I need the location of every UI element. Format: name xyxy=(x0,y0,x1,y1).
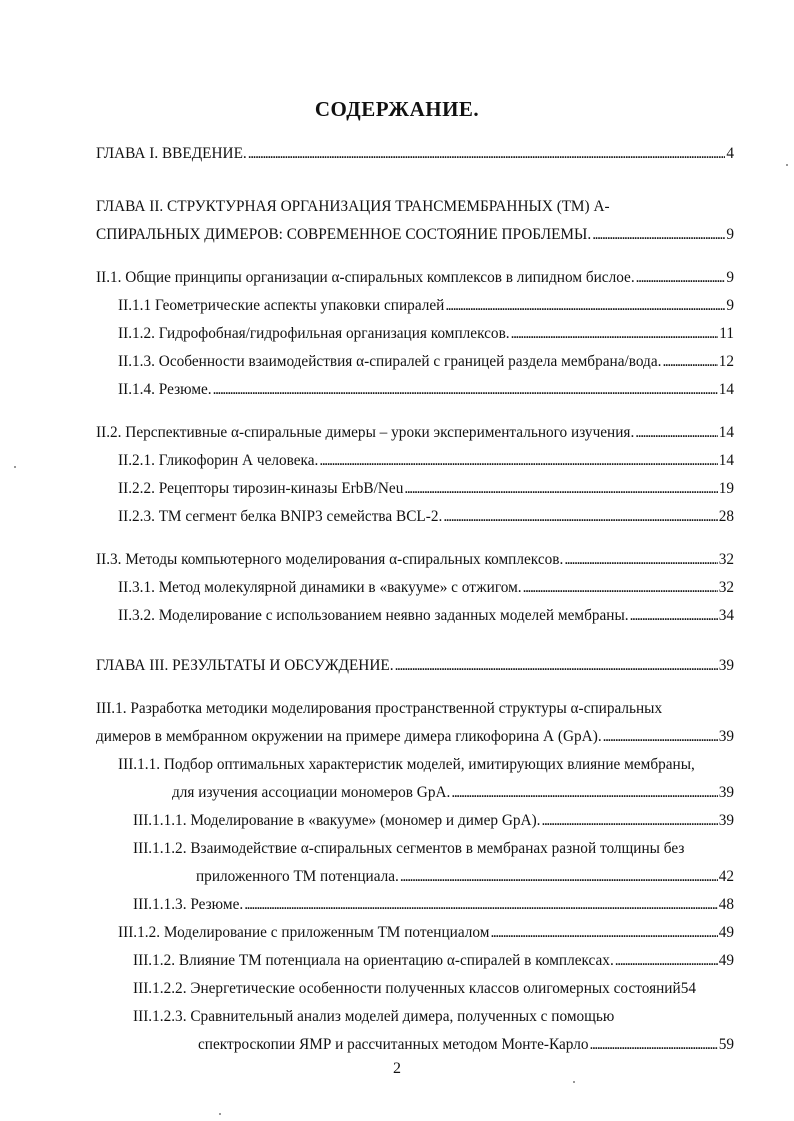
toc-page-number: 39 xyxy=(718,657,734,674)
page-title: СОДЕРЖАНИЕ. xyxy=(314,97,480,121)
toc-entry-line: III.1.1. Подбор оптимальных характеристик моделей, имитирующих влияние мембраны, xyxy=(118,756,695,773)
leader-dots xyxy=(523,578,718,598)
toc-entry-text: III.1.2. Влияние ТМ потенциала на ориентацию α-спиралей в комплексах. xyxy=(133,952,614,969)
toc-entry-text: II.3.1. Метод молекулярной динамики в «вакууме» с отжигом. xyxy=(118,579,522,596)
toc-entry xyxy=(96,727,734,747)
toc-page-number: 9 xyxy=(726,297,734,314)
toc-entry xyxy=(96,550,734,570)
leader-dots xyxy=(592,225,725,245)
toc-entry xyxy=(118,352,734,372)
scan-speck xyxy=(14,466,16,468)
leader-dots xyxy=(590,1035,718,1055)
leader-dots xyxy=(443,507,717,527)
toc-entry xyxy=(133,895,734,915)
toc-entry-text: II.3.2. Моделирование с использованием неявно заданных моделей мембраны. xyxy=(118,607,629,624)
toc-entry xyxy=(118,606,734,626)
toc-page-number: 39 xyxy=(718,812,734,829)
leader-dots xyxy=(636,268,726,288)
toc-entry-text: II.1.4. Резюме. xyxy=(118,381,212,398)
toc-entry-text: II.1. Общие принципы организации α-спиральных комплексов в липидном бислое. xyxy=(96,269,635,286)
toc-page-number: 59 xyxy=(718,1036,734,1053)
toc-entry-text: спектроскопии ЯМР и рассчитанных методом Монте-Карло xyxy=(198,1036,589,1053)
toc-page-number: 34 xyxy=(718,607,734,624)
toc-entry-text: II.2.2. Рецепторы тирозин-киназы ErbB/Neu xyxy=(118,480,404,497)
toc-entry xyxy=(133,951,734,971)
leader-dots xyxy=(404,479,717,499)
toc-entry-text: III.1.1.1. Моделирование в «вакууме» (мономер и димер GpA). xyxy=(133,812,541,829)
toc-entry-text: II.1.2. Гидрофобная/гидрофильная организация комплексов. xyxy=(118,325,510,342)
toc-page-number: 49 xyxy=(718,924,734,941)
toc-entry-line: III.1.1.2. Взаимодействие α-спиральных сегментов в мембранах разной толщины без xyxy=(133,840,685,857)
leader-dots xyxy=(662,352,717,372)
toc-entry xyxy=(118,578,734,598)
toc-page-number: 9 xyxy=(726,226,734,243)
toc-entry xyxy=(118,296,734,316)
scan-speck xyxy=(573,1081,575,1083)
toc-entry-text: II.2.3. ТМ сегмент белка BNIP3 семейства BCL-2. xyxy=(118,508,443,525)
toc-entry xyxy=(118,479,734,499)
toc-entry-text: III.1.2. Моделирование с приложенным ТМ потенциалом xyxy=(118,924,490,941)
toc-page-number: 19 xyxy=(718,480,734,497)
page-number: 2 xyxy=(393,1060,401,1077)
toc-entry-text: II.3. Методы компьютерного моделирования α-спиральных комплексов. xyxy=(96,551,564,568)
toc-entry-text: III.1.1.3. Резюме. xyxy=(133,896,244,913)
toc-entry xyxy=(118,324,734,344)
toc-entry xyxy=(96,268,734,288)
toc-entry-text: III.1.2.2. Энергетические особенности полученных классов олигомерных состояний xyxy=(133,980,681,997)
leader-dots xyxy=(213,380,718,400)
toc-entry xyxy=(133,979,734,999)
leader-dots xyxy=(395,656,718,676)
toc-entry xyxy=(96,423,734,443)
toc-page-number: 32 xyxy=(718,551,734,568)
scan-speck xyxy=(219,1113,221,1115)
leader-dots xyxy=(630,606,718,626)
toc-page-number: 32 xyxy=(718,579,734,596)
toc-page-number: 11 xyxy=(719,325,734,342)
toc-page-number: 48 xyxy=(718,896,734,913)
toc-entry-text: II.2.1. Гликофорин А человека. xyxy=(118,452,319,469)
toc-entry xyxy=(96,144,734,164)
leader-dots xyxy=(511,324,719,344)
toc-page-number: 42 xyxy=(718,868,734,885)
toc-page-number: 14 xyxy=(718,424,734,441)
toc-entry-line: III.1. Разработка методики моделирования пространственной структуры α-спиральных xyxy=(96,700,663,717)
leader-dots xyxy=(490,923,717,943)
toc-page-number: 14 xyxy=(718,452,734,469)
toc-page-number: 49 xyxy=(718,952,734,969)
toc-page-number: 4 xyxy=(726,145,734,162)
toc-entry-text: II.1.3. Особенности взаимодействия α-спиралей с границей раздела мембрана/вода. xyxy=(118,353,662,370)
toc-entry-text: ГЛАВА I. ВВЕДЕНИЕ. xyxy=(96,145,247,162)
leader-dots xyxy=(615,951,718,971)
toc-entry xyxy=(118,923,734,943)
toc-entry-text: приложенного ТМ потенциала. xyxy=(196,868,399,885)
toc-entry xyxy=(96,225,734,245)
leader-dots xyxy=(451,783,717,803)
toc-entry-text: ГЛАВА III. РЕЗУЛЬТАТЫ И ОБСУЖДЕНИЕ. xyxy=(96,657,394,674)
leader-dots xyxy=(244,895,718,915)
toc-page-number: 54 xyxy=(680,980,696,997)
toc-entry xyxy=(118,380,734,400)
toc-page-number: 14 xyxy=(718,381,734,398)
toc-entry-line: ГЛАВА II. СТРУКТУРНАЯ ОРГАНИЗАЦИЯ ТРАНСМЕМБРАННЫХ (ТМ) А- xyxy=(96,198,610,215)
leader-dots xyxy=(564,550,717,570)
toc-entry-text: СПИРАЛЬНЫХ ДИМЕРОВ: СОВРЕМЕННОЕ СОСТОЯНИЕ ПРОБЛЕМЫ. xyxy=(96,226,592,243)
toc-page-number: 39 xyxy=(718,784,734,801)
toc-page-number: 39 xyxy=(718,728,734,745)
toc-page-number: 9 xyxy=(726,269,734,286)
toc-entry xyxy=(118,451,734,471)
toc-entry xyxy=(133,811,734,831)
leader-dots xyxy=(635,423,717,443)
leader-dots xyxy=(445,296,725,316)
leader-dots xyxy=(248,144,726,164)
toc-entry-text: для изучения ассоциации мономеров GpA. xyxy=(172,784,451,801)
leader-dots xyxy=(603,727,718,747)
toc-entry xyxy=(172,783,734,803)
toc-entry xyxy=(196,867,734,887)
leader-dots xyxy=(542,811,718,831)
toc-entry xyxy=(198,1035,734,1055)
toc-entry-text: II.1.1 Геометрические аспекты упаковки спиралей xyxy=(118,297,445,314)
leader-dots xyxy=(400,867,718,887)
toc-entry-text: II.2. Перспективные α-спиральные димеры – уроки экспериментального изучения. xyxy=(96,424,635,441)
scan-speck xyxy=(786,164,788,166)
toc-entry xyxy=(118,507,734,527)
toc-page-number: 28 xyxy=(718,508,734,525)
toc-entry-text: димеров в мембранном окружении на примере димера гликофорина А (GpA). xyxy=(96,728,602,745)
toc-entry xyxy=(96,656,734,676)
toc-entry-line: III.1.2.3. Сравнительный анализ моделей димера, полученных с помощью xyxy=(133,1008,615,1025)
toc-page-number: 12 xyxy=(718,353,734,370)
leader-dots xyxy=(319,451,717,471)
